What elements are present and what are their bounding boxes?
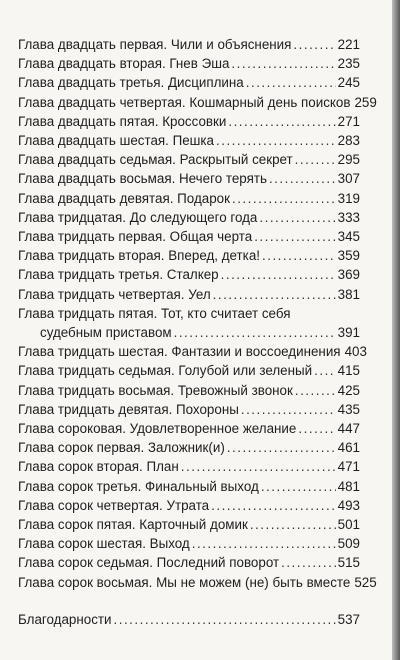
toc-entry <box>18 93 377 112</box>
toc-entry-page: 425 <box>337 382 360 398</box>
toc-entry-title: Глава двадцать первая. Чили и объяснения <box>18 37 292 52</box>
table-of-contents <box>18 35 377 629</box>
toc-entry-wrapped <box>18 304 360 342</box>
toc-entry-page: 381 <box>337 286 360 302</box>
toc-entry <box>18 438 360 457</box>
toc-entry-page: 415 <box>337 363 360 379</box>
toc-entry-page: 307 <box>337 171 360 187</box>
dot-leader <box>181 457 336 476</box>
toc-entry <box>18 112 360 131</box>
toc-entry <box>18 477 360 496</box>
dot-leader <box>295 150 336 169</box>
toc-entry-title: Глава тридцать восьмая. Тревожный звонок <box>18 382 293 398</box>
dot-leader <box>250 515 336 534</box>
toc-entry-page: 359 <box>337 248 360 264</box>
dot-leader <box>192 534 336 553</box>
toc-entry-title: Глава тридцать третья. Сталкер <box>18 267 219 283</box>
dot-leader <box>298 419 335 438</box>
dot-leader <box>232 189 336 208</box>
toc-entry-title: Глава сорок шестая. Выход <box>18 536 190 552</box>
dot-leader <box>254 227 335 246</box>
toc-entry-page: 537 <box>337 611 360 627</box>
toc-entry-title: Глава двадцать вторая. Гнев Эша <box>18 56 230 72</box>
toc-entry-page: 493 <box>337 497 360 513</box>
toc-entry <box>18 381 360 400</box>
dot-leader <box>293 35 335 54</box>
toc-entry-title-line2: судебным приставом <box>40 325 172 341</box>
toc-entry-title: Глава двадцать третья. Дисциплина <box>18 75 244 91</box>
section-spacer <box>18 592 360 610</box>
toc-entry-title-line1: Глава тридцать пятая. Тот, кто считает себя <box>18 305 291 321</box>
dot-leader <box>213 285 336 304</box>
toc-entry <box>18 246 360 265</box>
toc-entry-page: 319 <box>337 190 360 206</box>
toc-entry-page: 283 <box>337 133 360 149</box>
dot-leader <box>211 496 336 515</box>
toc-entry-page: 403 <box>344 344 367 360</box>
toc-entry <box>18 54 360 73</box>
toc-entry-title: Глава сорок седьмая. Последний поворот <box>18 555 280 571</box>
toc-entry-page: 235 <box>337 56 360 72</box>
dot-leader <box>221 265 336 284</box>
dot-leader <box>174 323 336 342</box>
dot-leader <box>231 54 335 73</box>
toc-entry <box>18 131 360 150</box>
toc-entry <box>18 400 360 419</box>
toc-entry-page: 435 <box>337 401 360 417</box>
toc-entry-page: 259 <box>354 94 377 110</box>
toc-entry-title: Глава двадцать четвертая. Кошмарный день поисков <box>18 94 351 110</box>
page-edge-shadow <box>392 0 400 660</box>
toc-entry-title-line2-row <box>18 323 360 342</box>
toc-entry-page: 221 <box>337 37 360 52</box>
dot-leader <box>261 477 336 496</box>
toc-entry-title: Глава тридцать первая. Общая черта <box>18 229 253 245</box>
toc-entry-page: 333 <box>337 209 360 225</box>
toc-entry <box>18 457 360 476</box>
toc-entry <box>18 189 360 208</box>
toc-entry-title: Глава тридцать четвертая. Уел <box>18 286 211 302</box>
toc-entry-page: 509 <box>337 536 360 552</box>
toc-entry-page: 295 <box>337 152 360 168</box>
dot-leader <box>114 610 336 629</box>
dot-leader <box>281 553 336 572</box>
toc-entry <box>18 515 360 534</box>
dot-leader <box>259 208 335 227</box>
toc-entry-page: 447 <box>337 421 360 437</box>
toc-entry <box>18 208 360 227</box>
toc-entry-page: 525 <box>354 574 377 590</box>
toc-entry <box>18 573 377 592</box>
toc-entry <box>18 227 360 246</box>
toc-entry <box>18 361 360 380</box>
dot-leader <box>241 400 336 419</box>
toc-entry-title: Глава сорок восьмая. Мы не можем (не) быть вместе <box>18 574 351 590</box>
dot-leader <box>246 73 336 92</box>
toc-entry-page: 501 <box>337 517 360 533</box>
toc-entry <box>18 496 360 515</box>
toc-entry <box>18 265 360 284</box>
toc-entry <box>18 169 360 188</box>
toc-entry-page: 471 <box>337 459 360 475</box>
dot-leader <box>295 381 336 400</box>
toc-entry <box>18 150 360 169</box>
toc-entry-page: 391 <box>337 325 360 341</box>
toc-entry-title: Глава тридцать девятая. Похороны <box>18 401 239 417</box>
toc-entry-acknowledgements <box>18 610 360 629</box>
toc-entry-title: Глава двадцать восьмая. Нечего терять <box>18 171 267 187</box>
toc-entry <box>18 553 360 572</box>
toc-entry-title: Глава сорок вторая. План <box>18 459 179 475</box>
toc-entry-page: 271 <box>337 113 360 129</box>
dot-leader <box>314 361 336 380</box>
toc-entry-title: Глава двадцать седьмая. Раскрытый секрет <box>18 152 293 168</box>
toc-entry-page: 461 <box>337 440 360 456</box>
toc-entry-page: 515 <box>337 555 360 571</box>
dot-leader <box>227 438 336 457</box>
dot-leader <box>269 169 336 188</box>
toc-entry-title: Глава тридцать шестая. Фантазии и воссоединения <box>18 344 341 360</box>
toc-entry-page: 245 <box>337 75 360 91</box>
toc-entry <box>18 534 360 553</box>
toc-entry <box>18 285 360 304</box>
toc-entry-title: Глава сорок третья. Финальный выход <box>18 478 259 494</box>
toc-entry-page: 369 <box>337 267 360 283</box>
toc-entry-title: Глава сорок пятая. Карточный домик <box>18 517 248 533</box>
dot-leader <box>216 131 336 150</box>
toc-entry-title: Глава сорок четвертая. Утрата <box>18 497 210 513</box>
toc-entry-page: 481 <box>337 478 360 494</box>
toc-entry <box>18 73 360 92</box>
toc-entry <box>18 419 360 438</box>
toc-entry <box>18 35 360 54</box>
toc-entry <box>18 342 367 361</box>
toc-entry-title: Глава тридцать седьмая. Голубой или зеленый <box>18 363 313 379</box>
toc-entry-title: Глава тридцатая. До следующего года <box>18 209 258 225</box>
toc-entry-title: Глава тридцать вторая. Вперед, детка! <box>18 248 261 264</box>
toc-entry-title: Глава двадцать пятая. Кроссовки <box>18 113 227 129</box>
toc-entry-title: Глава сорок первая. Заложник(и) <box>18 440 225 456</box>
dot-leader <box>262 246 336 265</box>
toc-entry-title: Глава двадцать девятая. Подарок <box>18 190 230 206</box>
dot-leader <box>228 112 335 131</box>
toc-entry-title: Благодарности <box>18 611 112 627</box>
toc-entry-page: 345 <box>337 229 360 245</box>
toc-entry-title: Глава сороковая. Удовлетворенное желание <box>18 421 297 437</box>
toc-entry-title: Глава двадцать шестая. Пешка <box>18 133 215 149</box>
